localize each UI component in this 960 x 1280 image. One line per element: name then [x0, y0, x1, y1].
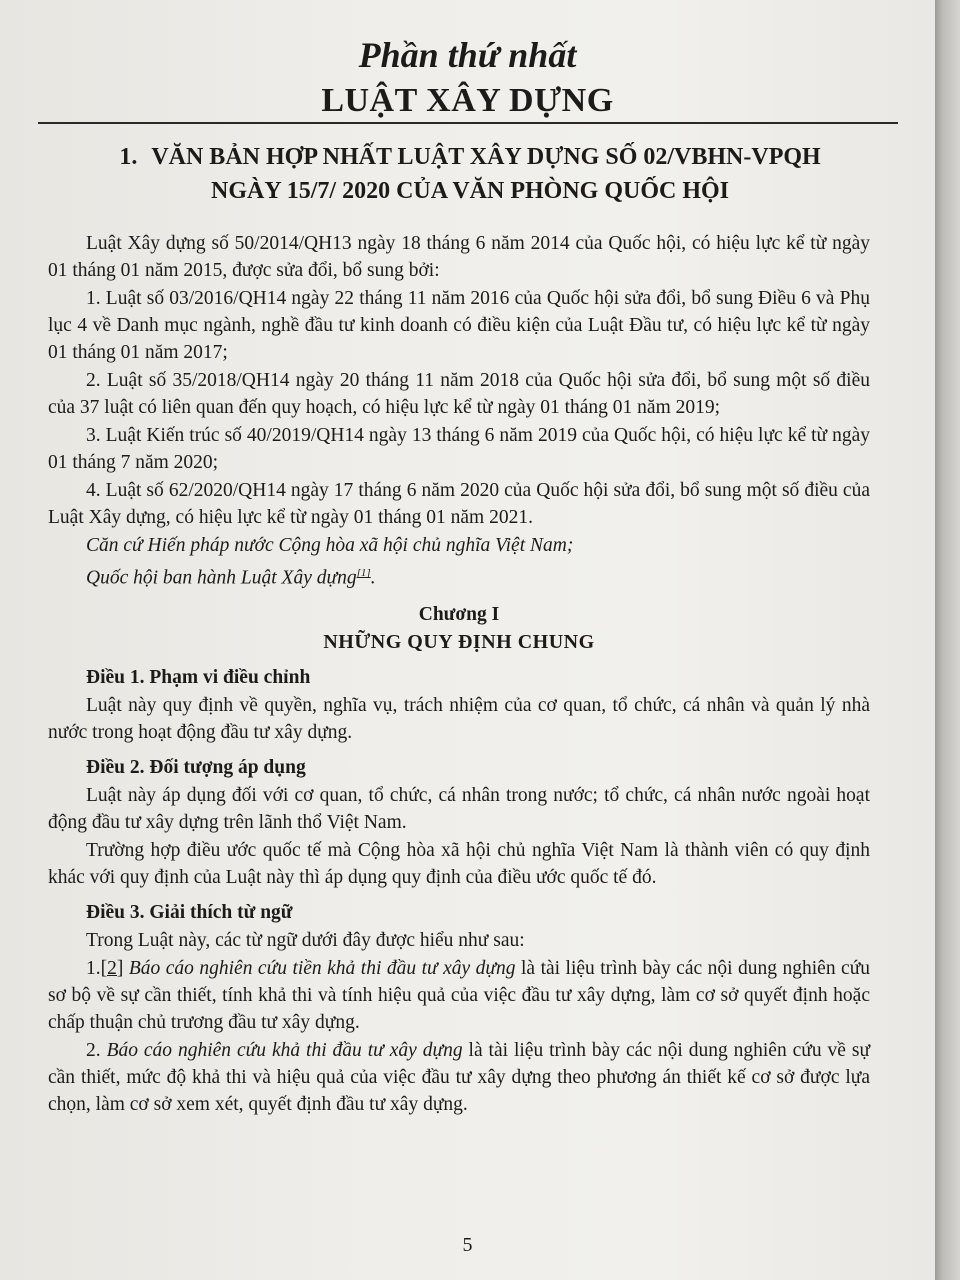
- article-3-item-1: [48, 955, 870, 1036]
- document-heading-line-1: [40, 140, 900, 174]
- article-3-item-1-text: là tài liệu trình bày các nội dung nghiên cứu sơ bộ về sự cần thiết, tính khả thi và tính hiệu quả của việc đầu tư xây dựng, làm cơ sở quyết định hoặc chấp thuận chủ trương đầu tư xây dựng.: [48, 957, 871, 1033]
- body-text: [48, 230, 870, 1118]
- part-title: Phần thứ nhất: [358, 35, 577, 75]
- article-2-text-1: Luật này áp dụng đối với cơ quan, tổ chức, cá nhân trong nước; tổ chức, cá nhân nước ngoài hoạt động đầu tư xây dựng trên lãnh thổ Việt Nam.: [48, 784, 870, 833]
- title-divider: [38, 122, 898, 124]
- preamble-enact: Quốc hội ban hành Luật Xây dựng[1].: [86, 567, 376, 589]
- article-3-intro: Trong Luật này, các từ ngữ dưới đây được hiểu như sau:: [86, 929, 525, 951]
- intro-paragraph: Luật Xây dựng số 50/2014/QH13 ngày 18 tháng 6 năm 2014 của Quốc hội, có hiệu lực kể từ ngày 01 tháng 01 năm 2015, được sửa đổi, bổ sung bởi:: [48, 233, 870, 281]
- document-heading-text-1: VĂN BẢN HỢP NHẤT LUẬT XÂY DỰNG SỐ 02/VBHN-VPQH: [151, 144, 821, 170]
- footnote-1-link[interactable]: [1]: [356, 567, 371, 579]
- chapter-label: Chương I: [418, 603, 500, 625]
- amendment-2: 2. Luật số 35/2018/QH14 ngày 20 tháng 11 năm 2018 của Quốc hội sửa đổi, bổ sung một số điều của 37 luật có liên quan đến quy hoạch, có hiệu lực kể từ ngày 01 tháng 01 năm 2019;: [48, 370, 870, 418]
- law-title: LUẬT XÂY DỰNG: [321, 82, 614, 119]
- article-3-item-2-number: 2.: [86, 1039, 101, 1061]
- footnote-2-link[interactable]: [2]: [100, 957, 124, 979]
- article-3-title: Điều 3. Giải thích từ ngữ: [86, 901, 293, 923]
- article-3-item-2: [48, 1037, 870, 1118]
- article-3-item-1-number: 1.: [86, 957, 101, 979]
- article-1-title: Điều 1. Phạm vi điều chỉnh: [86, 666, 311, 688]
- page-number: 5: [462, 1234, 473, 1256]
- document-heading: [40, 140, 900, 208]
- document-heading-line-2: NGÀY 15/7/ 2020 CỦA VĂN PHÒNG QUỐC HỘI: [210, 178, 729, 204]
- article-2-title: Điều 2. Đối tượng áp dụng: [86, 756, 306, 778]
- article-3-item-2-text: là tài liệu trình bày các nội dung nghiên cứu về sự cần thiết, mức độ khả thi và hiệu quả của việc đầu tư xây dựng theo phương án thiết kế cơ sở được lựa chọn, làm cơ sở xem xét, quyết định đầu tư xây dựng.: [48, 1039, 871, 1115]
- preamble-enact-text: Quốc hội ban hành Luật Xây dựng: [86, 567, 357, 589]
- amendment-4: 4. Luật số 62/2020/QH14 ngày 17 tháng 6 năm 2020 của Quốc hội sửa đổi, bổ sung một số điều của Luật Xây dựng, có hiệu lực kể từ ngày 01 tháng 01 năm 2021.: [48, 480, 870, 528]
- article-3-item-1-term: Báo cáo nghiên cứu tiền khả thi đầu tư xây dựng: [128, 957, 516, 979]
- amendment-3: 3. Luật Kiến trúc số 40/2019/QH14 ngày 13 tháng 6 năm 2019 của Quốc hội, có hiệu lực kể từ ngày 01 tháng 7 năm 2020;: [48, 425, 870, 473]
- page-edge-shadow: [935, 0, 960, 1280]
- document-heading-number: 1.: [119, 144, 138, 170]
- article-2-text-2: Trường hợp điều ước quốc tế mà Cộng hòa xã hội chủ nghĩa Việt Nam là thành viên có quy định khác với quy định của Luật này thì áp dụng quy định của điều ước quốc tế đó.: [48, 839, 870, 888]
- article-3-item-2-term: Báo cáo nghiên cứu khả thi đầu tư xây dựng: [106, 1039, 463, 1061]
- preamble-basis: Căn cứ Hiến pháp nước Cộng hòa xã hội chủ nghĩa Việt Nam;: [86, 535, 574, 556]
- chapter-title: NHỮNG QUY ĐỊNH CHUNG: [323, 630, 595, 653]
- amendment-1: 1. Luật số 03/2016/QH14 ngày 22 tháng 11 năm 2016 của Quốc hội sửa đổi, bổ sung Điều 6 và Phụ lục 4 về Danh mục ngành, nghề đầu tư kinh doanh có điều kiện của Luật Đầu tư, có hiệu lực kể từ ngày 01 tháng 01 năm 2017;: [48, 288, 870, 363]
- article-1-text: Luật này quy định về quyền, nghĩa vụ, trách nhiệm của cơ quan, tổ chức, cá nhân và quản lý nhà nước trong hoạt động đầu tư xây dựng.: [48, 694, 870, 743]
